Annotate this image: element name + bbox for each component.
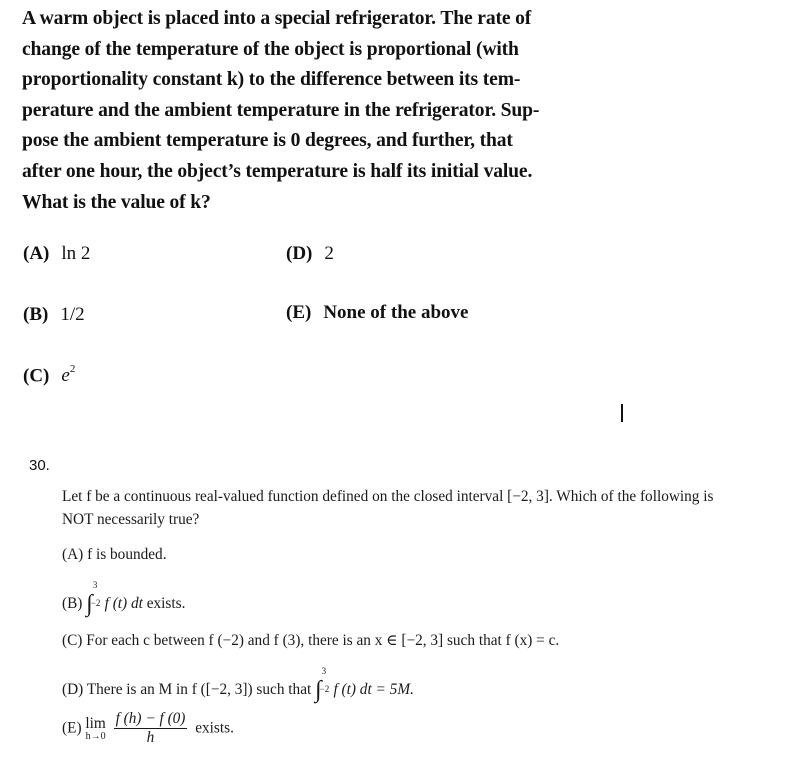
- choice-value: ln 2: [61, 243, 91, 264]
- choice-value: $e^2$: [61, 363, 76, 387]
- q29-line-2: change of the temperature of the object is proportional (with: [22, 38, 519, 60]
- q29-choice-e[interactable]: [286, 302, 468, 324]
- choice-letter: (E): [62, 719, 82, 737]
- choice-letter: (B): [62, 595, 83, 612]
- integral-sign: ∫: [315, 677, 322, 703]
- choice-value: 1/2: [60, 304, 85, 325]
- choice-letter: (D): [286, 243, 313, 264]
- choice-letter: (C): [23, 365, 50, 387]
- choice-letter: (A): [23, 243, 50, 264]
- q30-stem-line-2: NOT necessarily true?: [62, 511, 200, 528]
- q29-line-1: A warm object is placed into a special refrigerator. The rate of: [22, 8, 532, 29]
- choice-value: None of the above: [323, 302, 469, 323]
- choice-tail: exists.: [195, 719, 234, 737]
- choice-text: f is bounded.: [87, 546, 167, 563]
- q29-choice-d[interactable]: [286, 243, 334, 265]
- choice-letter: (C): [62, 632, 83, 649]
- choice-letter: (E): [286, 302, 312, 323]
- q29-line-5: pose the ambient temperature is 0 degrees, and further, that: [22, 130, 513, 152]
- choice-tail: exists.: [146, 595, 186, 612]
- integrand: f (t) dt = 5M.: [333, 681, 414, 698]
- limit-operator: lim h→0: [85, 714, 106, 742]
- choice-value: 2: [324, 243, 334, 264]
- integrand: f (t) dt: [104, 595, 143, 612]
- q29-choice-c[interactable]: [23, 365, 75, 387]
- choice-text: There is an M in f ([−2, 3]) such that: [86, 681, 312, 698]
- choice-letter: (B): [23, 304, 49, 325]
- q30-stem-line-1: Let f be a continuous real-valued function defined on the closed interval [−2, 3]. Which of the following is: [62, 488, 714, 505]
- q29-line-3: proportionality constant k) to the difference between its tem-: [22, 69, 521, 91]
- text-cursor: [621, 404, 623, 422]
- difference-quotient: $\frac{f (h) - f (0)}{h}$: [115, 710, 186, 746]
- q29-choice-a[interactable]: [23, 243, 90, 265]
- q29-line-6: after one hour, the object’s temperature is half its initial value.: [22, 160, 533, 182]
- integral-sign: ∫: [86, 591, 93, 617]
- question-29-text: [22, 4, 562, 218]
- choice-letter: (D): [62, 681, 84, 698]
- question-30-number: 30.: [29, 457, 50, 474]
- q29-line-7: What is the value of k?: [22, 191, 211, 213]
- choice-text: For each c between f (−2) and f (3), there is an x ∈ [−2, 3] such that f (x) = c.: [86, 632, 560, 649]
- choice-letter: (A): [62, 546, 84, 563]
- q30-choice-c[interactable]: [62, 631, 559, 650]
- q29-choice-b[interactable]: [23, 304, 85, 326]
- q30-choice-d[interactable]: (D) There is an M in f ([−2, 3]) such that ∫ 3 −2 f (t) dt = 5M.: [62, 666, 414, 703]
- q30-choice-b[interactable]: (B) ∫ 3 −2 f (t) dt exists.: [62, 580, 186, 617]
- q30-choice-a[interactable]: [62, 546, 167, 564]
- q30-choice-e[interactable]: [62, 710, 234, 747]
- q29-line-4: perature and the ambient temperature in the refrigerator. Sup-: [22, 99, 540, 121]
